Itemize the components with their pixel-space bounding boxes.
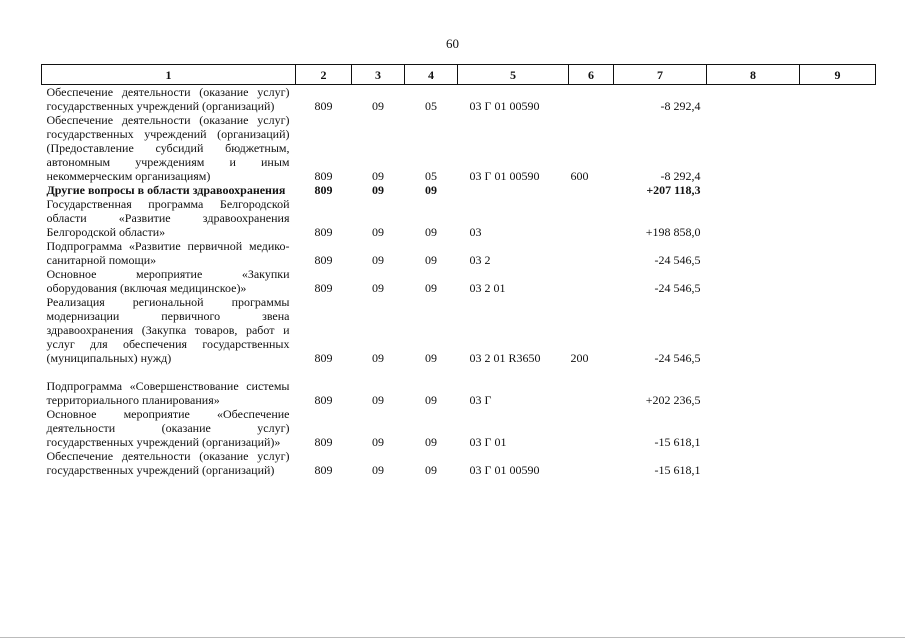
row-col5: 03 [469, 225, 482, 239]
row-col5: 03 Г [469, 393, 492, 407]
table-row [42, 267, 876, 295]
row-col6 [569, 85, 614, 114]
page-edge-divider [0, 637, 905, 638]
header-row [42, 65, 876, 85]
header-cell: 2 [296, 65, 352, 85]
row-amount: -24 546,5 [654, 253, 701, 267]
row-col6 [569, 379, 614, 407]
row-amount: -15 618,1 [654, 463, 701, 477]
row-col6 [569, 407, 614, 449]
row-col3: 09 [372, 351, 384, 365]
row-name: Другие вопросы в области здравоохранения [46, 183, 286, 197]
row-col3: 09 [372, 169, 384, 183]
row-col6 [569, 239, 614, 267]
row-name: Подпрограмма «Развитие первичной медико-санитарной помощи» [46, 239, 290, 267]
row-col5: 03 2 01 R3650 [469, 351, 541, 365]
row-col2: 809 [314, 99, 333, 113]
header-cell: 4 [405, 65, 458, 85]
table-row [42, 449, 876, 477]
row-amount: -8 292,4 [660, 99, 701, 113]
row-col3: 09 [372, 393, 384, 407]
table-row [42, 85, 876, 114]
row-col3: 09 [372, 183, 384, 197]
header-cell: 5 [458, 65, 569, 85]
row-col3: 09 [372, 281, 384, 295]
row-col6 [569, 267, 614, 295]
row-col6 [569, 449, 614, 477]
row-amount: -15 618,1 [654, 435, 701, 449]
row-col4: 09 [425, 225, 437, 239]
row-amount: +198 858,0 [645, 225, 701, 239]
row-col2: 809 [314, 225, 333, 239]
row-col4: 09 [425, 351, 437, 365]
row-col2: 809 [314, 393, 333, 407]
row-name: Основное мероприятие «Обеспечение деятельности (оказание услуг) государственных учреждений (организаций)» [46, 407, 290, 449]
header-cell: 6 [569, 65, 614, 85]
row-col3: 09 [372, 253, 384, 267]
table-row [42, 407, 876, 449]
table-row [42, 113, 876, 183]
row-col2: 809 [314, 253, 333, 267]
row-name: Реализация региональной программы модернизации первичного звена здравоохранения (Закупка товаров, работ и услуг для обеспечения государственных (муниципальных) нужд) [46, 295, 290, 365]
row-col4: 09 [425, 183, 437, 197]
table-row [42, 295, 876, 365]
row-amount: +207 118,3 [646, 183, 701, 197]
row-name: Обеспечение деятельности (оказание услуг) государственных учреждений (организаций) [46, 449, 290, 477]
table-row [42, 239, 876, 267]
header-cell: 9 [800, 65, 876, 85]
row-col2: 809 [314, 169, 333, 183]
row-col5: 03 Г 01 [469, 435, 507, 449]
row-col3: 09 [372, 463, 384, 477]
header-cell: 7 [614, 65, 707, 85]
row-col4: 09 [425, 435, 437, 449]
row-col5 [458, 183, 569, 197]
budget-table [41, 64, 876, 477]
row-col2: 809 [314, 281, 333, 295]
header-cell: 3 [352, 65, 405, 85]
row-amount: -24 546,5 [654, 281, 701, 295]
row-col6: 200 [570, 351, 589, 365]
page-number: 60 [446, 36, 459, 51]
row-name: Государственная программа Белгородской области «Развитие здравоохранения Белгородской области» [46, 197, 290, 239]
header-cell: 1 [42, 65, 296, 85]
row-col6 [569, 183, 614, 197]
row-col4: 09 [425, 253, 437, 267]
row-col2: 809 [314, 183, 333, 197]
table-row [42, 183, 876, 197]
row-col5: 03 Г 01 00590 [469, 463, 540, 477]
row-col6 [569, 197, 614, 239]
spacer-row [42, 365, 876, 379]
row-col5: 03 Г 01 00590 [469, 99, 540, 113]
row-col5: 03 2 [469, 253, 491, 267]
row-col4: 09 [425, 393, 437, 407]
row-col2: 809 [314, 351, 333, 365]
table-row [42, 379, 876, 407]
row-name: Подпрограмма «Совершенствование системы территориального планирования» [46, 379, 290, 407]
row-col4: 09 [425, 463, 437, 477]
row-col4: 05 [425, 169, 437, 183]
row-name: Обеспечение деятельности (оказание услуг) государственных учреждений (организаций) (Предоставление субсидий бюджетным, автономным учреждениям и иным некоммерческим организациям) [46, 113, 290, 183]
row-name: Обеспечение деятельности (оказание услуг) государственных учреждений (организаций) [46, 85, 290, 113]
row-amount: +202 236,5 [645, 393, 701, 407]
row-amount: -8 292,4 [660, 169, 701, 183]
row-col5: 03 Г 01 00590 [469, 169, 540, 183]
row-col4: 09 [425, 281, 437, 295]
row-col3: 09 [372, 99, 384, 113]
table-row [42, 197, 876, 239]
row-name: Основное мероприятие «Закупки оборудования (включая медицинское)» [46, 267, 290, 295]
row-col2: 809 [314, 435, 333, 449]
row-col5: 03 2 01 [469, 281, 506, 295]
row-col2: 809 [314, 463, 333, 477]
row-col3: 09 [372, 225, 384, 239]
header-cell: 8 [707, 65, 800, 85]
row-col3: 09 [372, 435, 384, 449]
row-amount: -24 546,5 [654, 351, 701, 365]
row-col4: 05 [425, 99, 437, 113]
row-col6: 600 [570, 169, 589, 183]
